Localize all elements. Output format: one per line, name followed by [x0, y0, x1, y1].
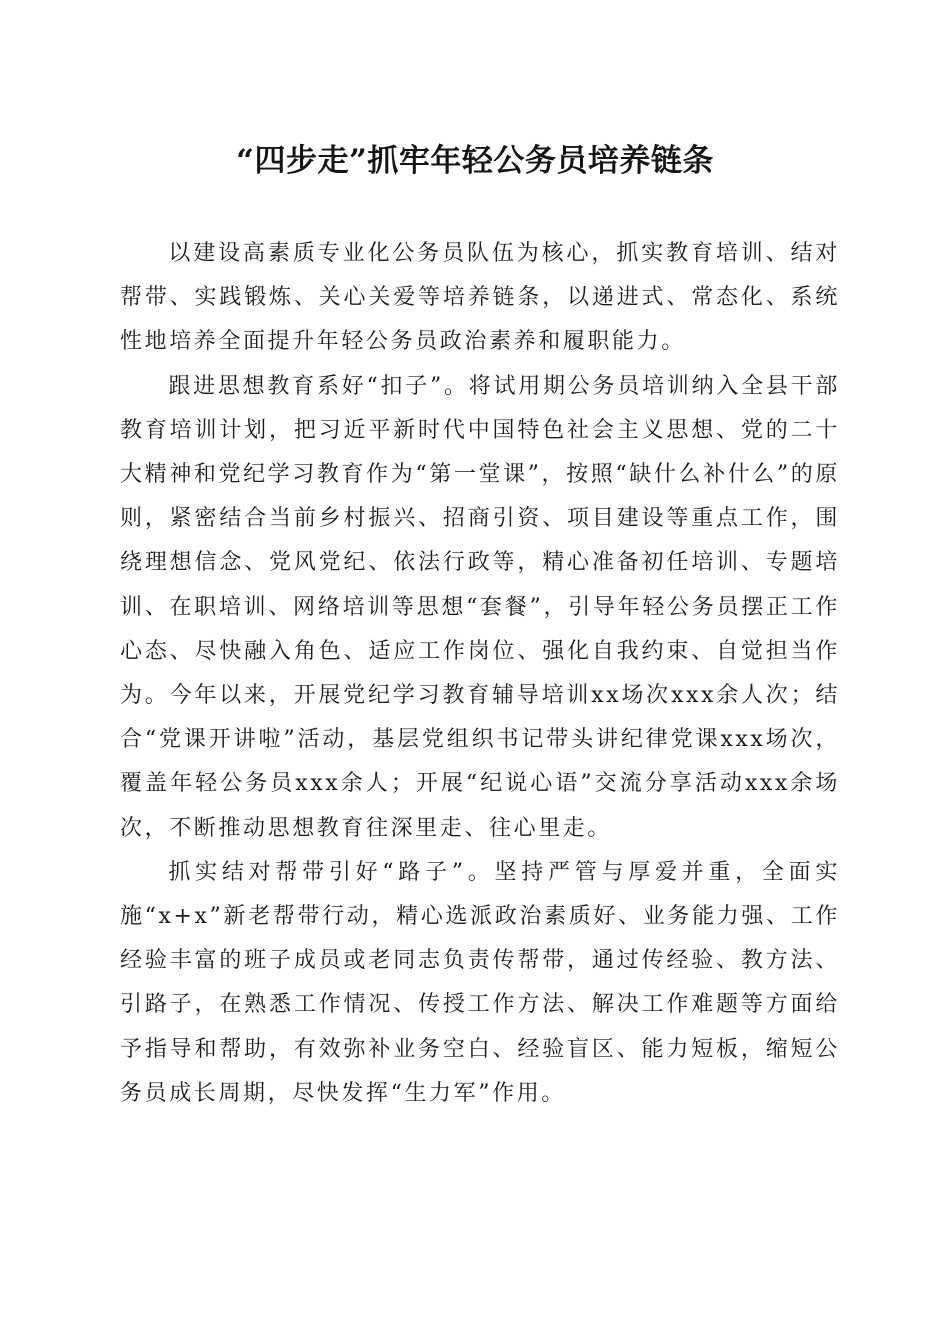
paragraph-mentoring: 抓实结对帮带引好“路子”。坚持严管与厚爱并重，全面实施“x+x”新老帮带行动，精心选派政治素质好、业务能力强、工作经验丰富的班子成员或老同志负责传帮带，通过传经验、教方法、引路子，在熟悉工作情况、传授工作方法、解决工作难题等方面给予指导和帮助，有效弥补业务空白、经验盲区、能力短板，缩短公务员成长周期，尽快发挥“生力军”作用。	[120, 859, 840, 1106]
paragraph-ideological-education: 跟进思想教育系好“扣子”。将试用期公务员培训纳入全县干部教育培训计划，把习近平新时代中国特色社会主义思想、党的二十大精神和党纪学习教育作为“第一堂课”，按照“缺什么补什么”的原则，紧密结合当前乡村振兴、招商引资、项目建设等重点工作，围绕理想信念、党风党纪、依法行政等，精心准备初任培训、专题培训、在职培训、网络培训等思想“套餐”，引导年轻公务员摆正工作心态、尽快融入角色、适应工作岗位、强化自我约束、自觉担当作为。今年以来，开展党纪学习教育辅导培训xx场次xxx余人次；结合“党课开讲啦”活动，基层党组织书记带头讲纪律党课xxx场次，覆盖年轻公务员xxx余人；开展“纪说心语”交流分享活动xxx余场次，不断推动思想教育往深里走、往心里走。	[120, 373, 840, 841]
document-title: “四步走”抓牢年轻公务员培养链条	[236, 143, 714, 179]
document-body	[120, 232, 840, 1116]
paragraph-intro: 以建设高素质专业化公务员队伍为核心，抓实教育培训、结对帮带、实践锻炼、关心关爱等培养链条，以递进式、常态化、系统性地培养全面提升年轻公务员政治素养和履职能力。	[120, 241, 840, 355]
